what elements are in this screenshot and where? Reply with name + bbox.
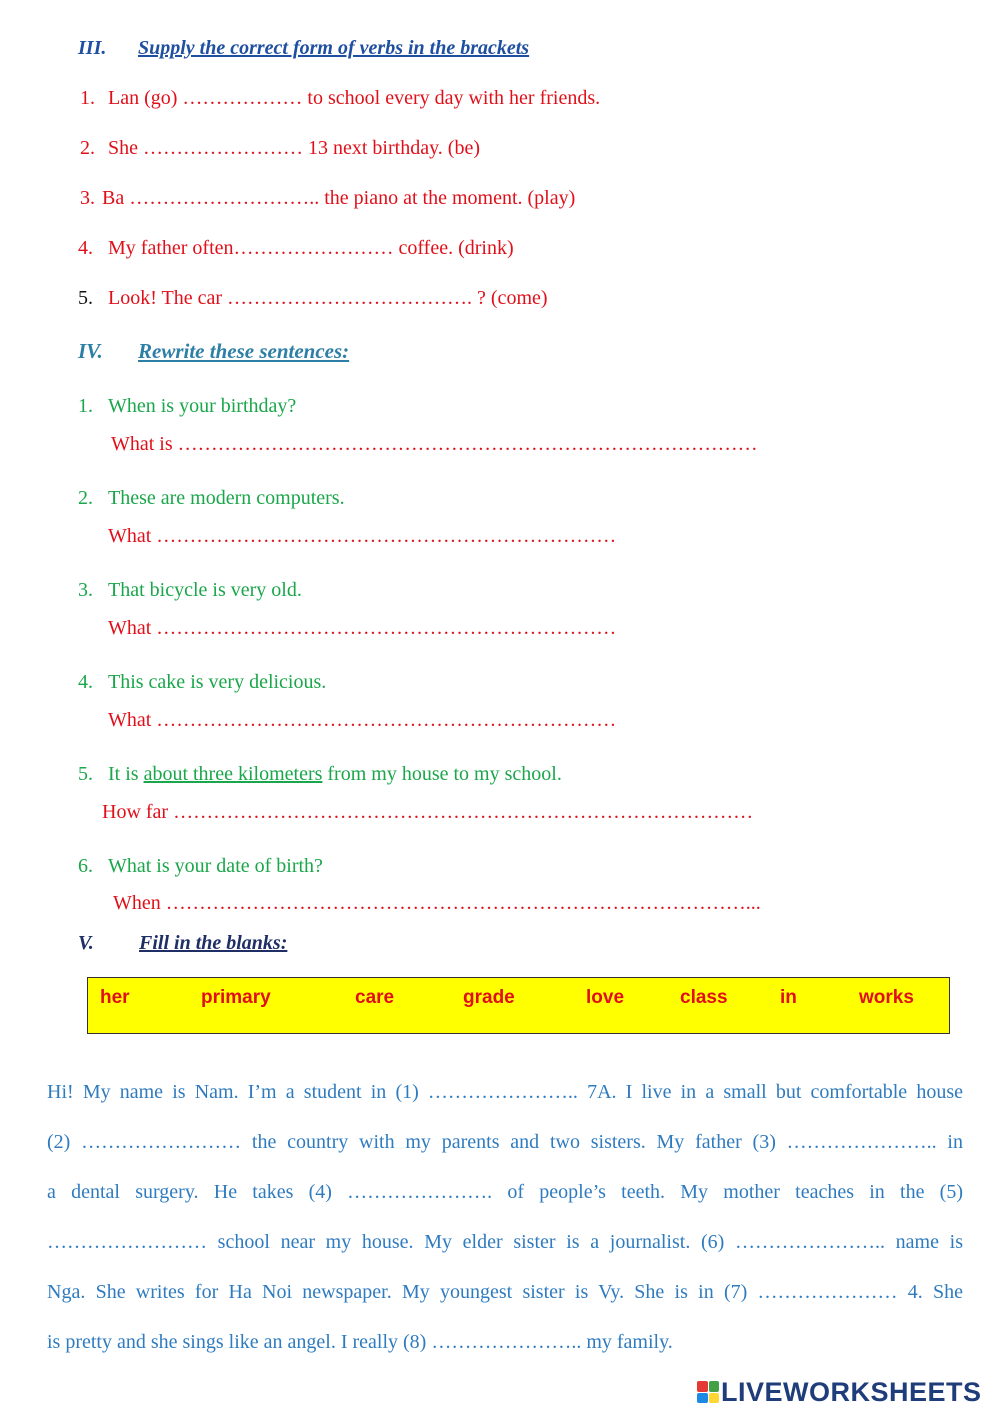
section-3-number: III. xyxy=(78,37,107,59)
s4-item-5-sentence-underlined: about three kilometers xyxy=(143,763,323,785)
s3-item-1-text: Lan (go) ……………… to school every day with her friends. xyxy=(108,87,601,109)
s4-item-4-num: 4. xyxy=(78,671,93,693)
s3-item-3-num: 3. xyxy=(80,187,95,209)
s3-item-4-text: My father often…………………… coffee. (drink) xyxy=(108,237,514,259)
section-5-number: V. xyxy=(78,932,94,954)
paragraph-line-5: Nga. She writes for Ha Noi newspaper. My youngest sister is Vy. She is in (7) ………………… 4. She xyxy=(47,1281,963,1303)
s3-item-3-text: Ba ……………………….. the piano at the moment. (play) xyxy=(102,187,576,209)
s4-item-2-sentence: These are modern computers. xyxy=(108,487,345,509)
s4-item-5-sentence-post: from my house to my school. xyxy=(322,763,562,785)
s3-item-5-text: Look! The car ………………………………. ? (come) xyxy=(108,287,548,309)
liveworksheets-logo xyxy=(697,1377,982,1407)
s4-item-2-answer: What …………………………………………………………… xyxy=(108,525,617,547)
s3-item-2-text: She …………………… 13 next birthday. (be) xyxy=(108,137,480,159)
section-3-title: Supply the correct form of verbs in the brackets xyxy=(138,37,530,59)
paragraph-line-2: (2) …………………… the country with my parents and two sisters. My father (3) ………………….. in xyxy=(47,1131,963,1153)
s4-item-4-sentence: This cake is very delicious. xyxy=(108,671,327,693)
word-bank-item: class xyxy=(680,987,728,1008)
s4-item-5-num: 5. xyxy=(78,763,93,785)
s4-item-3-answer: What …………………………………………………………… xyxy=(108,617,617,639)
section-5-title: Fill in the blanks: xyxy=(139,932,288,954)
word-bank-item: care xyxy=(355,987,395,1008)
s4-item-6-answer: When ……………………………………………………………………………... xyxy=(113,892,761,914)
paragraph-line-6: is pretty and she sings like an angel. I really (8) ………………….. my family. xyxy=(47,1331,673,1353)
s4-item-3-num: 3. xyxy=(78,579,93,601)
s4-item-2-num: 2. xyxy=(78,487,93,509)
s4-item-5-answer: How far …………………………………………………………………………… xyxy=(102,801,754,823)
paragraph-line-1: Hi! My name is Nam. I’m a student in (1) ………………….. 7A. I live in a small but comfortable house xyxy=(47,1081,963,1103)
logo-text: LIVEWORKSHEETS xyxy=(721,1376,982,1407)
s4-item-4-answer: What …………………………………………………………… xyxy=(108,709,617,731)
s4-item-6-sentence: What is your date of birth? xyxy=(108,855,323,877)
word-bank-item: her xyxy=(100,987,130,1008)
word-bank-item: love xyxy=(586,987,625,1008)
word-bank-item: grade xyxy=(463,987,515,1008)
s4-item-3-sentence: That bicycle is very old. xyxy=(108,579,302,601)
section-4-number: IV. xyxy=(78,339,103,363)
s4-item-6-num: 6. xyxy=(78,855,93,877)
s4-item-1-answer: What is …………………………………………………………………………… xyxy=(111,433,758,455)
section-4-title: Rewrite these sentences: xyxy=(138,339,350,363)
s4-item-5-sentence-pre: It is xyxy=(108,763,144,785)
s3-item-5-num: 5. xyxy=(78,287,93,309)
s4-item-5-sentence xyxy=(108,763,562,786)
s4-item-1-sentence: When is your birthday? xyxy=(108,395,297,417)
paragraph-line-4: …………………… school near my house. My elder sister is a journalist. (6) ………………….. name is xyxy=(47,1231,963,1253)
logo-icon xyxy=(697,1381,719,1403)
s3-item-4-num: 4. xyxy=(78,237,93,259)
word-bank xyxy=(87,977,950,1034)
word-bank-item: in xyxy=(780,987,797,1008)
word-bank-item: works xyxy=(859,987,914,1008)
s3-item-1-num: 1. xyxy=(80,87,95,109)
s4-item-1-num: 1. xyxy=(78,395,93,417)
paragraph-line-3: a dental surgery. He takes (4) …………………. of people’s teeth. My mother teaches in the (5) xyxy=(47,1181,963,1203)
word-bank-item: primary xyxy=(201,987,271,1008)
s3-item-2-num: 2. xyxy=(80,137,95,159)
